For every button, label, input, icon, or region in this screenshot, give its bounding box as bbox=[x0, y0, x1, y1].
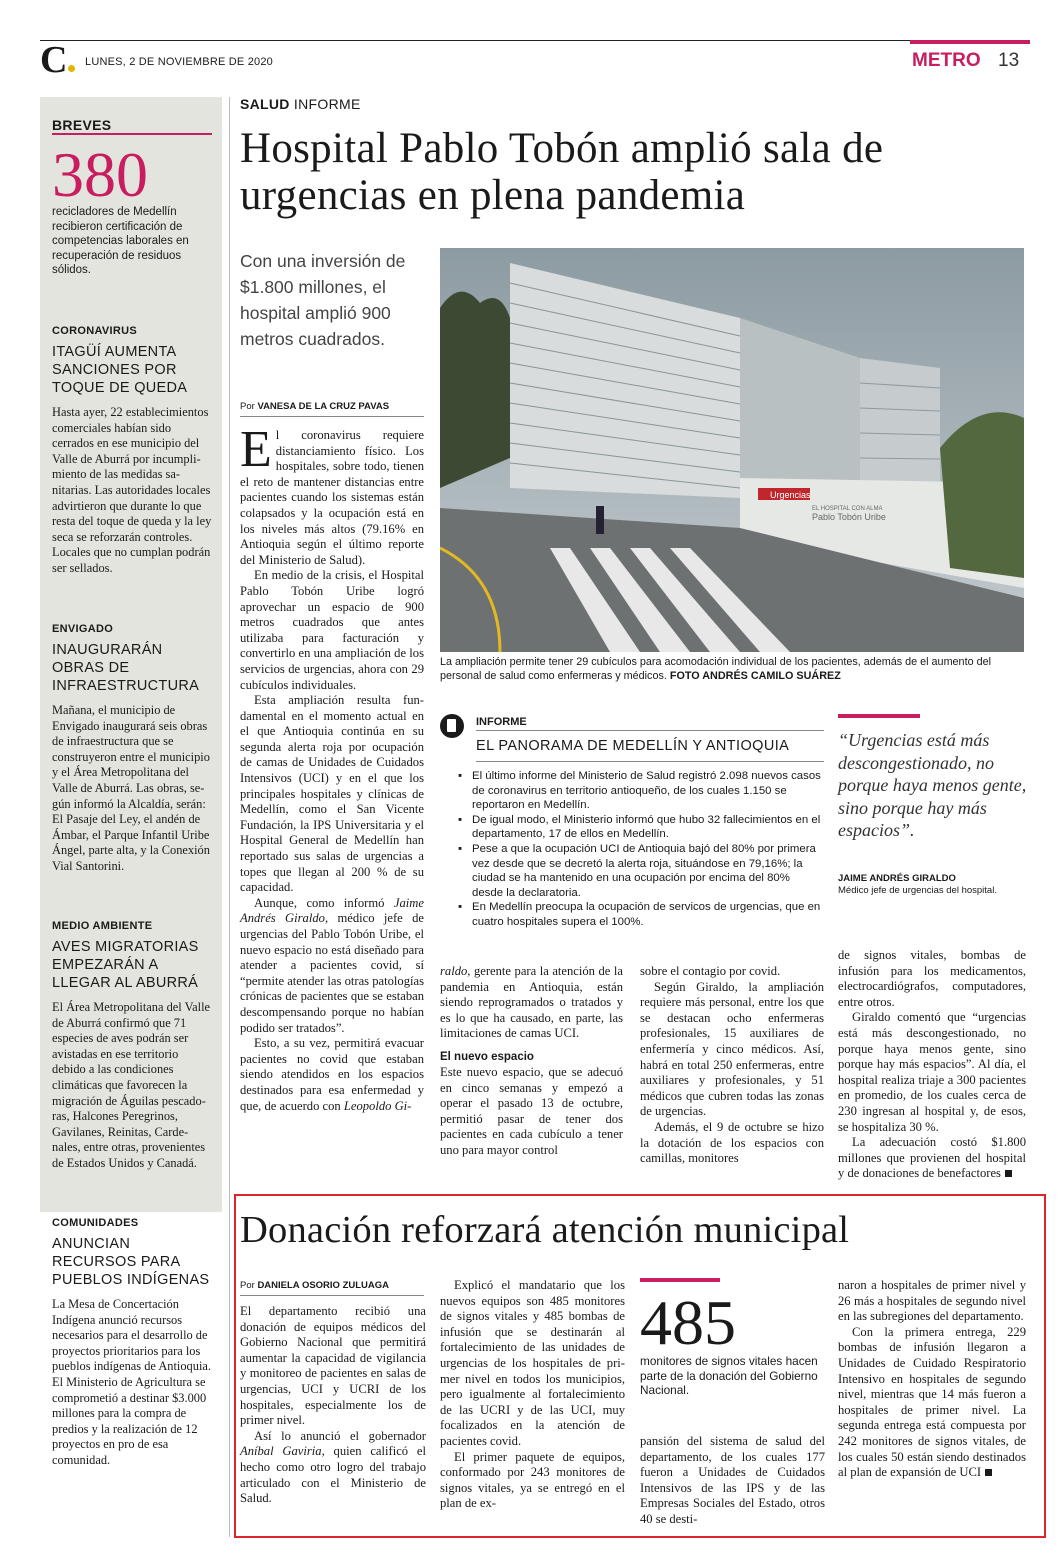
brief-comunidades bbox=[52, 1217, 212, 1469]
brief-headline: AVES MIGRATORIAS EMPEZARÁN A LLEGAR AL ABURRÁ bbox=[52, 939, 199, 991]
article-paragraph: Además, el 9 de octubre se hizo la dotación de los espacios con camillas, monitores bbox=[640, 1119, 824, 1166]
breves-text: recicladores de Medellín recibieron certificación de competencias laborales en recuperación de residuos sólidos. bbox=[52, 206, 189, 276]
hospital-photo bbox=[440, 248, 1024, 652]
brief-tag: ENVIGADO bbox=[52, 623, 114, 635]
breves-number: 380 bbox=[52, 139, 148, 210]
article-deck: Con una inversión de $1.800 millones, el hospital amplió 900 metros cuadrados. bbox=[240, 251, 406, 349]
photo-caption: La ampliación permite tener 29 cubículos para acomodación individual de los pacientes, además de el aumento del personal de salud como enfermeras y médicos. FOTO ANDRÉS CAMILO SUÁREZ bbox=[440, 656, 991, 682]
article-paragraph: Así lo anunció el gobernador Aníbal Gaviria, quien calificó el hecho como otro logro del trabajo articulado con el Ministerio de Salud. bbox=[240, 1428, 426, 1506]
article-paragraph: raldo, gerente para la atención de la pandemia en Antioquia, están siendo reprogramados o tratados y es lo que ha causado, en parte, las limitaciones de camas UCI. bbox=[440, 964, 623, 1041]
quote-accent-bar bbox=[838, 714, 920, 718]
brief-tag: CORONAVIRUS bbox=[52, 325, 137, 337]
brief-headline: ITAGÜÍ AUMENTA SANCIONES POR TOQUE DE QUEDA bbox=[52, 344, 188, 396]
page-number: 13 bbox=[998, 50, 1020, 71]
article-kicker: SALUD INFORME bbox=[240, 96, 361, 112]
quote-author-role: Médico jefe de urgencias del hospital. bbox=[838, 885, 997, 896]
article-paragraph: sobre el contagio por covid. bbox=[640, 964, 781, 978]
article-paragraph: Giraldo comentó que “urgencias está más descongestionado, no porque haya menos gente, sino porque hay más espacios”. Al día, el hospital realiza triaje a 300 pacientes en promedio, de los cuales cerca de 230 ingresan al hospital y, de esos, se hospitaliza 30 %. bbox=[838, 1010, 1026, 1134]
informe-tag: INFORME bbox=[476, 716, 527, 728]
issue-date: LUNES, 2 DE NOVIEMBRE DE 2020 bbox=[85, 56, 273, 68]
article-paragraph: Esto, a su vez, permitirá evacuar pacientes no covid que estaban siendo atendidos en los espacios destinados para esa enfermedad y que, de acuerdo con Leopoldo Gi- bbox=[240, 1036, 424, 1113]
article-paragraph: Con la primera entrega, 229 bombas de infusión llegaron a Unidades de Cuidado Respiratorio Intensivo en hospitales de segundo nivel, mientras que 14 más fueron a hospitales de primer nivel. La segunda entrega está compuesta por 242 monitores de signos vitales, de los cuales 50 están siendo destinados al plan de expansión de UCI bbox=[838, 1324, 1026, 1480]
article-paragraph: Esta ampliación resulta fundamental en el momento actual en el que Antioquia continúa en su segunda alerta roja por ocupación de camas de Unidades de Cuidados Intensivos (UCI) y en el que los principales hospitales y clínicas de Medellín, como el San Vicente Fundación, la IPS Universitaria y el Hospital General de Medellín han reportado sus salas de urgencias a topes que llegan al 200 % de su capacidad. bbox=[240, 693, 424, 895]
document-icon bbox=[440, 714, 464, 738]
box-article-headline: Donación reforzará atención municipal bbox=[240, 1209, 850, 1251]
article-paragraph: Según Giraldo, la ampliación requiere más personal, entre los que se destacan ocho enfermeras profesionales, 15 auxiliares de enfermería y cinco médicos. Así, habrá en total 250 enfermeras, entre auxiliares y profesionales, y 51 médicos que cubren todas las zonas de urgencias. bbox=[640, 979, 824, 1119]
hospital-logo-line1: EL HOSPITAL CON ALMA bbox=[812, 506, 883, 512]
article-paragraph: Este nuevo espacio, que se adecuó en cinco semanas y empezó a operar el pasado 13 de octubre, permitió pasar de tener dos pacientes en cada cubículo a tener uno para mayor control bbox=[440, 1064, 623, 1157]
brief-headline: INAUGURARÁN OBRAS DE INFRAESTRUCTURA bbox=[52, 642, 200, 694]
drop-cap: E bbox=[240, 421, 272, 478]
list-item: ▪ En Medellín preocupa la ocupación de servicos de urgencias, que en cuatro hospitales supera el 100%. bbox=[458, 900, 824, 929]
logo-dot-icon bbox=[68, 65, 75, 72]
section-accent-bar bbox=[910, 40, 1030, 44]
article-paragraph: El primer paquete de equipos, conformado por 243 monitores de signos vitales, ya se entregó en el plan de ex- bbox=[440, 1449, 625, 1511]
hospital-building-illustration bbox=[440, 248, 1024, 652]
article-paragraph: pansión del sistema de salud del departamento, de los cuales 177 fueron a Unidades de Cuidados Intensivos de las IPS y de las Empresas Sociales del Estado, otros 40 se desti- bbox=[640, 1434, 825, 1526]
article-paragraph: El departamento recibió una donación de equipos médicos del Gobierno Nacional que permitirá aumentar la capacidad de vigilancia y monitoreo de pacientes en salas de urgencias, UCI y UCRI de los hospitales, especialmente los de primer nivel. bbox=[240, 1304, 426, 1428]
article-paragraph: Explicó el mandatario que los nuevos equipos son 485 monitores de signos vitales y 485 bombas de infusión que se destinarán al fortalecimiento de las unidades de urgencias de los hospitales de primer nivel en todos los municipios, pero igualmente al fortalecimiento de las UCRI y de las UCI, muy focalizados en la atención de pacientes covid. bbox=[440, 1278, 625, 1448]
breves-tag: BREVES bbox=[52, 117, 112, 133]
brief-coronavirus bbox=[52, 325, 212, 577]
stat-accent-bar bbox=[640, 1278, 720, 1282]
pull-quote: “Urgencias está más descongestionado, no porque haya menos gente, sino porque hay más espacios”. bbox=[838, 730, 1027, 840]
article-paragraph: La adecuación costó $1.800 millones que provienen del hospital y de donaciones de benefactores bbox=[838, 1135, 1026, 1181]
brief-envigado bbox=[52, 623, 212, 875]
sidebar-divider bbox=[229, 97, 230, 1537]
end-mark-icon bbox=[1005, 1170, 1012, 1177]
header-rule bbox=[40, 40, 1030, 41]
article-paragraph: Aunque, como informó Jaime Andrés Giraldo, médico jefe de urgencias del Pablo Tobón Uribe, el nuevo espacio no está diseñado para atender a pacientes covid, sí “permite atender las otras patologías crónicas de pacientes que se estaban descompensando porque no habían podido ser tratados”. bbox=[240, 895, 425, 1035]
article-column-2 bbox=[440, 964, 623, 1159]
box-article-column-3 bbox=[640, 1434, 825, 1528]
article-paragraph: de signos vitales, bombas de infusión para los medicamentos, electrocardiógrafos, computadores, entre otros. bbox=[838, 948, 1026, 1009]
article-headline: Hospital Pablo Tobón amplió sala de urgencias en plena pandemia bbox=[240, 125, 884, 219]
article-column-3 bbox=[640, 964, 824, 1167]
sidebar-breves bbox=[40, 97, 222, 1467]
brief-body: El Área Metropolitana del Valle de Aburrá confirmó que 71 especies de aves podrán ser avistadas en ese territorio debido a las condiciones climáticas que favorecen la migración de Águilas pescadoras, Halcones Peregrinos, Gavilanes, Reinitas, Cardenales, entre otras, provenientes de Estados Unidos y Canadá. bbox=[52, 1000, 211, 1170]
byline-rule bbox=[240, 416, 424, 417]
box-article-byline: Por DANIELA OSORIO ZULUAGA bbox=[240, 1280, 390, 1291]
box-article-column-4 bbox=[838, 1278, 1026, 1481]
brief-tag: MEDIO AMBIENTE bbox=[52, 920, 153, 932]
brief-body: La Mesa de Concertación Indígena anunció recursos necesarios para el desarrollo de proyectos prioritarios para los pueblos indígenas de Antioquia. El Ministerio de Agricultura se comprometió a destinar $3.000 millones para la compra de predios y la realización de 12 proyectos en pro de esa comunidad. bbox=[52, 1297, 211, 1467]
breves-stat bbox=[52, 139, 212, 278]
article-column-1 bbox=[240, 421, 425, 1114]
article-paragraph: naron a hospitales de primer nivel y 26 más a hospitales de segundo nivel en las subregiones del departamento. bbox=[838, 1278, 1026, 1324]
informe-rule bbox=[476, 761, 824, 762]
informe-list bbox=[458, 769, 824, 930]
box-article-column-1 bbox=[240, 1304, 426, 1507]
informe-title: EL PANORAMA DE MEDELLÍN Y ANTIOQUIA bbox=[476, 738, 790, 754]
article-paragraph: En medio de la crisis, el Hospital Pablo Tobón Uribe logró aprovechar un espacio de 900 metros cuadrados que antes utilizaba para facturación y convertirlo en una ampliación de los servicios de urgencias, ahora con 29 cubículos individuales. bbox=[240, 568, 424, 692]
hospital-logo-line2: Pablo Tobón Uribe bbox=[812, 512, 886, 522]
breves-header bbox=[52, 117, 212, 133]
stat-description: monitores de signos vitales hacen parte de la donación del Gobierno Nacional. bbox=[640, 1354, 818, 1397]
section-name: METRO bbox=[912, 50, 981, 71]
brief-headline: ANUNCIAN RECURSOS PARA PUEBLOS INDÍGENAS bbox=[52, 1236, 210, 1288]
article-column-4 bbox=[838, 948, 1026, 1182]
list-item: ▪ El último informe del Ministerio de Salud registró 2.098 nuevos casos de coronavirus en territorio antioqueño, de los cuales 1.150 se reportaron en Medellín. bbox=[458, 769, 824, 813]
urgencias-sign: Urgencias bbox=[770, 490, 811, 500]
article-subhead: El nuevo espacio bbox=[440, 1050, 534, 1063]
newspaper-logo: C bbox=[40, 38, 75, 82]
brief-tag: COMUNIDADES bbox=[52, 1217, 139, 1229]
brief-body: Mañana, el municipio de Envigado inaugurará seis obras de infraestructura que se construyeron entre el municipio y el Área Metropolitana del Valle de Aburrá. Las obras, según informó la Alcaldía, serán: El Pasaje del Ley, el andén de Ámbar, el Parque Infantil Uribe Ángel, parte alta, y la Conexión Vial Santorini. bbox=[52, 703, 210, 873]
box-article-column-2 bbox=[440, 1278, 625, 1512]
list-item: ▪ De igual modo, el Ministerio informó que hubo 32 fallecimientos en el departamento, 17 de ellos en Medellín. bbox=[458, 813, 824, 842]
stat-number: 485 bbox=[640, 1287, 736, 1358]
brief-medio-ambiente bbox=[52, 920, 212, 1172]
breves-rule bbox=[52, 133, 212, 135]
article-byline: Por VANESA DE LA CRUZ PAVAS bbox=[240, 401, 390, 412]
brief-body: Hasta ayer, 22 establecimientos comerciales habían sido cerrados en ese municipio del Valle de Aburrá por incumplimiento de las medidas sanitarias. Las autoridades locales advirtieron que durante lo que resta del toque de queda y la ley seca se reforzarán controles. Locales que no cumplan podrán ser sellados. bbox=[52, 405, 212, 575]
quote-author: JAIME ANDRÉS GIRALDO bbox=[838, 873, 956, 884]
list-item: ▪ Pese a que la ocupación UCI de Antioquia bajó del 80% por primera vez desde que se decretó la alerta roja, situándose en 79,16%; la ciudad se ha mantenido en una ocupación por encima del 80% desde la declaratoria. bbox=[458, 842, 824, 900]
byline-rule bbox=[240, 1295, 424, 1296]
informe-rule bbox=[476, 730, 824, 731]
article-paragraph: El coronavirus requiere distanciamiento físico. Los hospitales, sobre todo, tienen el reto de mantener distancias entre pacientes cuando los sistemas están colapsados y la ocupación está en los niveles más altos (79.16% en Antioquia según el último reporte del Ministerio de Salud). bbox=[240, 421, 424, 567]
end-mark-icon bbox=[985, 1469, 992, 1476]
